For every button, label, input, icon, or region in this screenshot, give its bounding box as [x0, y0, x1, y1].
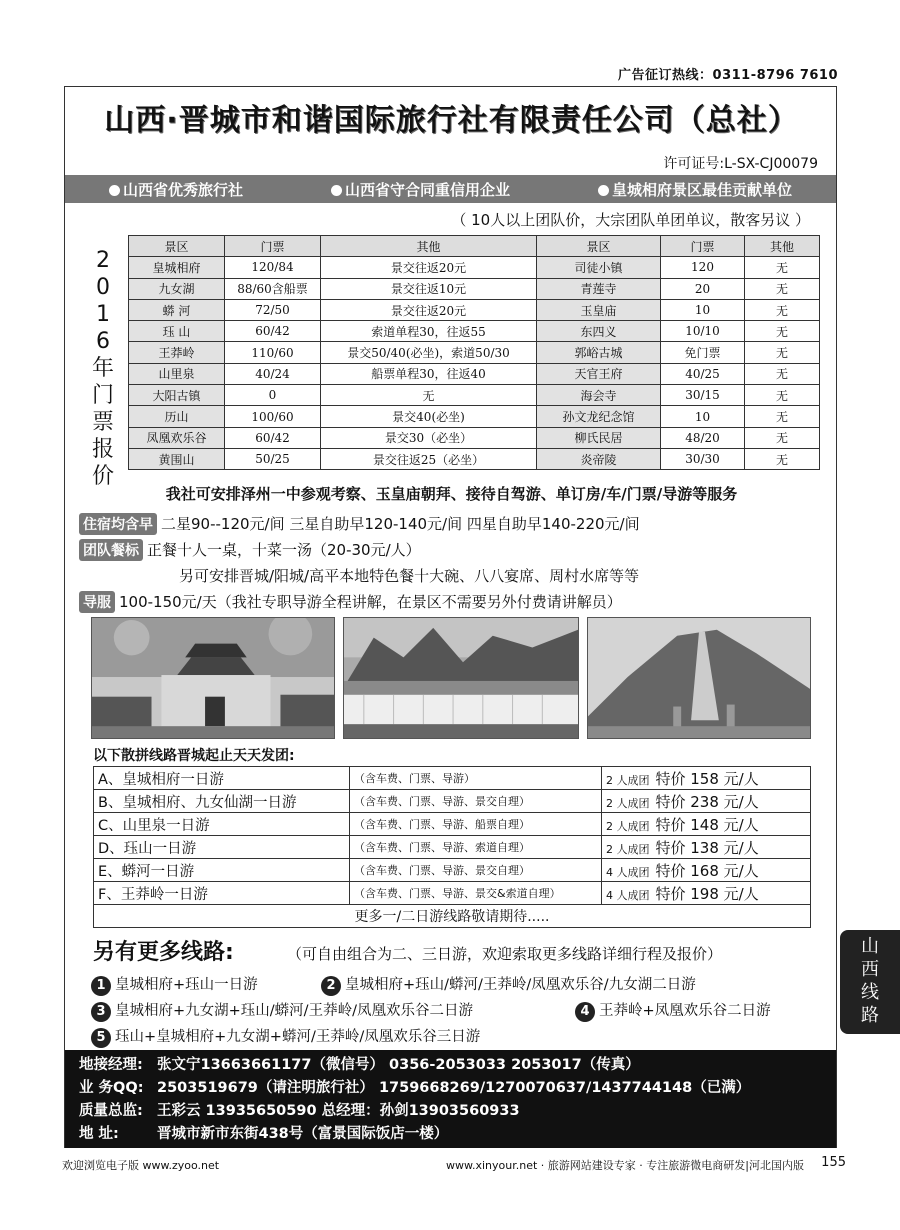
table-row — [129, 321, 820, 342]
tour-includes: （含车费、门票、导游） — [350, 767, 602, 790]
col-header: 景区 — [537, 236, 661, 257]
number-badge: 2 — [321, 976, 341, 996]
lodging-tag: 住宿均含早 — [79, 513, 157, 535]
tour-includes: （含车费、门票、导游、景交自理） — [350, 790, 602, 813]
tour-price-cell — [602, 790, 811, 813]
table-cell: 无 — [745, 342, 820, 363]
table-cell: 海会寺 — [537, 385, 661, 406]
table-cell: 100/60 — [225, 406, 321, 427]
table-cell: 30/30 — [661, 448, 745, 469]
bullet-icon — [598, 185, 609, 196]
honor-item: 山西省守合同重信用企业 — [331, 179, 510, 200]
table-cell: 120 — [661, 257, 745, 278]
route-item: 2 皇城相府+珏山/蟒河/王莽岭/凤凰欢乐谷/九女湖二日游 — [321, 973, 696, 996]
meals-tag: 团队餐标 — [79, 539, 143, 561]
table-cell: 48/20 — [661, 427, 745, 448]
table-row — [129, 257, 820, 278]
tour-group-size: 2 人成团 — [606, 773, 650, 787]
table-cell: 免门票 — [661, 342, 745, 363]
table-cell: 30/15 — [661, 385, 745, 406]
table-row — [129, 363, 820, 384]
col-header: 门票 — [661, 236, 745, 257]
tours-table — [93, 766, 811, 928]
table-cell: 天官王府 — [537, 363, 661, 384]
table-cell: 珏 山 — [129, 321, 225, 342]
table-cell: 72/50 — [225, 299, 321, 320]
contact-row — [79, 1123, 822, 1146]
guide-line: 导服 100-150元/天（我社专职导游全程讲解，在景区不需要另外付费请讲解员） — [79, 591, 622, 613]
tour-price-cell — [602, 859, 811, 882]
table-row — [129, 342, 820, 363]
table-cell: 无 — [745, 321, 820, 342]
table-cell: 40/24 — [225, 363, 321, 384]
tour-price-cell — [602, 882, 811, 905]
contact-value: 2503519679（请注明旅行社） 1759668269/1270070637/1437744148（已满） — [157, 1080, 751, 1096]
meals-extra: 另可安排晋城/阳城/高平本地特色餐十大碗、八八宴席、周村水席等等 — [179, 567, 640, 585]
vertical-title: 2 0 1 6 年 门 票 报 价 — [91, 248, 114, 489]
tour-name: A、皇城相府一日游 — [94, 767, 350, 790]
tours-more-row — [94, 905, 811, 928]
table-cell: 景交往返10元 — [321, 278, 537, 299]
table-cell: 无 — [745, 406, 820, 427]
table-cell: 王莽岭 — [129, 342, 225, 363]
tour-price: 特价 238 元/人 — [655, 792, 759, 811]
tour-includes: （含车费、门票、导游、景交&索道自理） — [350, 882, 602, 905]
route-item: 5 珏山+皇城相府+九女湖+蟒河/王莽岭/凤凰欢乐谷三日游 — [91, 1025, 480, 1048]
table-cell: 玉皇庙 — [537, 299, 661, 320]
tour-name: C、山里泉一日游 — [94, 813, 350, 836]
lodging-line: 住宿均含早 二星90--120元/间 三星自助早120-140元/间 四星自助早140-220元/间 — [79, 513, 640, 535]
col-header: 其他 — [321, 236, 537, 257]
table-cell: 景交往返20元 — [321, 257, 537, 278]
table-cell: 柳氏民居 — [537, 427, 661, 448]
tour-group-size: 4 人成团 — [606, 888, 650, 902]
contact-value: 王彩云 13935650590 总经理：孙剑13903560933 — [157, 1103, 520, 1119]
ad-frame — [64, 86, 837, 1148]
table-row — [129, 299, 820, 320]
col-header: 景区 — [129, 236, 225, 257]
table-cell: 大阳古镇 — [129, 385, 225, 406]
table-cell: 船票单程30，往返40 — [321, 363, 537, 384]
table-cell: 无 — [745, 385, 820, 406]
tour-includes: （含车费、门票、导游、船票自理） — [350, 813, 602, 836]
table-cell: 无 — [745, 363, 820, 384]
tour-row — [94, 836, 811, 859]
table-cell: 40/25 — [661, 363, 745, 384]
table-cell: 景交30（必坐） — [321, 427, 537, 448]
table-cell: 景交40(必坐) — [321, 406, 537, 427]
tours-heading: 以下散拼线路晋城起止天天发团: — [93, 748, 295, 764]
table-cell: 无 — [745, 257, 820, 278]
contact-row — [79, 1100, 822, 1123]
tour-group-size: 2 人成团 — [606, 819, 650, 833]
contact-row — [79, 1054, 822, 1077]
tour-price-cell — [602, 836, 811, 859]
table-cell: 孙文龙纪念馆 — [537, 406, 661, 427]
table-cell: 20 — [661, 278, 745, 299]
table-row — [129, 448, 820, 469]
number-badge: 1 — [91, 976, 111, 996]
table-row — [129, 278, 820, 299]
tour-price-cell — [602, 813, 811, 836]
footer-right: www.xinyour.net · 旅游网站建设专家 · 专注旅游微电商研发|河北国内版 — [446, 1159, 804, 1172]
table-cell: 无 — [745, 299, 820, 320]
ticket-price-table — [128, 235, 820, 470]
table-cell: 蟒 河 — [129, 299, 225, 320]
more-routes-subtitle: （可自由组合为二、三日游，欢迎索取更多线路详细行程及报价） — [287, 945, 723, 963]
tour-includes: （含车费、门票、导游、索道自理） — [350, 836, 602, 859]
table-cell: 青莲寺 — [537, 278, 661, 299]
more-routes-title: 另有更多线路: — [93, 940, 234, 965]
table-cell: 景交50/40(必坐)，索道50/30 — [321, 342, 537, 363]
honors-bar — [65, 175, 836, 203]
tour-price: 特价 158 元/人 — [655, 769, 759, 788]
table-cell: 凤凰欢乐谷 — [129, 427, 225, 448]
tour-row — [94, 882, 811, 905]
table-cell: 炎帝陵 — [537, 448, 661, 469]
tour-name: F、王莽岭一日游 — [94, 882, 350, 905]
col-header: 其他 — [745, 236, 820, 257]
number-badge: 3 — [91, 1002, 111, 1022]
contact-label: 地接经理: — [79, 1057, 143, 1073]
table-cell: 10 — [661, 299, 745, 320]
table-cell: 黄围山 — [129, 448, 225, 469]
guide-tag: 导服 — [79, 591, 115, 613]
route-item: 3 皇城相府+九女湖+珏山/蟒河/王莽岭/凤凰欢乐谷二日游 — [91, 999, 473, 1022]
ad-hotline: 广告征订热线：0311-8796 7610 — [618, 68, 838, 83]
table-cell: 120/84 — [225, 257, 321, 278]
table-cell: 10/10 — [661, 321, 745, 342]
table-cell: 山里泉 — [129, 363, 225, 384]
tour-row — [94, 813, 811, 836]
table-cell: 皇城相府 — [129, 257, 225, 278]
table-cell: 无 — [745, 448, 820, 469]
table-row — [129, 385, 820, 406]
tour-row — [94, 859, 811, 882]
tour-price: 特价 148 元/人 — [655, 815, 759, 834]
tour-row — [94, 790, 811, 813]
table-cell: 索道单程30，往返55 — [321, 321, 537, 342]
waterfall-photo — [343, 617, 579, 739]
contact-row — [79, 1077, 822, 1100]
table-header-row — [129, 236, 820, 257]
col-header: 门票 — [225, 236, 321, 257]
bullet-icon — [109, 185, 120, 196]
contact-label: 地 址: — [79, 1126, 119, 1142]
company-title: 山西·晋城市和谐国际旅行社有限责任公司（总社） — [104, 103, 799, 138]
table-cell: 0 — [225, 385, 321, 406]
temple-photo — [91, 617, 335, 739]
table-cell: 60/42 — [225, 427, 321, 448]
tour-name: D、珏山一日游 — [94, 836, 350, 859]
number-badge: 4 — [575, 1002, 595, 1022]
table-cell: 无 — [321, 385, 537, 406]
tour-group-size: 4 人成团 — [606, 865, 650, 879]
table-cell: 历山 — [129, 406, 225, 427]
service-headline: 我社可安排泽州一中参观考察、玉皇庙朝拜、接待自驾游、单订房/车/门票/导游等服务 — [165, 485, 738, 503]
table-row — [129, 406, 820, 427]
table-cell: 无 — [745, 278, 820, 299]
page-number: 155 — [821, 1155, 846, 1170]
number-badge: 5 — [91, 1028, 111, 1048]
section-tab: 山 西 线 路 — [840, 930, 900, 1034]
tours-more-text: 更多一/二日游线路敬请期待..... — [94, 905, 811, 928]
route-item: 1 皇城相府+珏山一日游 — [91, 973, 258, 996]
table-cell: 88/60含船票 — [225, 278, 321, 299]
table-cell: 110/60 — [225, 342, 321, 363]
tour-price: 特价 168 元/人 — [655, 861, 759, 880]
table-cell: 东四义 — [537, 321, 661, 342]
tour-group-size: 2 人成团 — [606, 796, 650, 810]
contact-value: 张文宁13663661177（微信号） 0356-2053033 2053017（传真） — [157, 1057, 640, 1073]
license-number: 许可证号:L-SX-CJ00079 — [663, 156, 818, 172]
meals-line: 团队餐标 正餐十人一桌，十菜一汤（20-30元/人） — [79, 539, 421, 561]
table-cell: 景交往返25（必坐） — [321, 448, 537, 469]
tour-price: 特价 138 元/人 — [655, 838, 759, 857]
route-item: 4 王莽岭+凤凰欢乐谷二日游 — [575, 999, 771, 1022]
tour-price: 特价 198 元/人 — [655, 884, 759, 903]
table-cell: 10 — [661, 406, 745, 427]
footer-left: 欢迎浏览电子版 www.zyoo.net — [62, 1159, 220, 1172]
mountain-photo — [587, 617, 811, 739]
table-cell: 九女湖 — [129, 278, 225, 299]
table-cell: 景交往返20元 — [321, 299, 537, 320]
table-cell: 司徒小镇 — [537, 257, 661, 278]
contact-label: 业 务QQ: — [79, 1080, 144, 1096]
table-cell: 60/42 — [225, 321, 321, 342]
table-row — [129, 427, 820, 448]
contact-block — [65, 1050, 836, 1148]
tour-group-size: 2 人成团 — [606, 842, 650, 856]
tour-price-cell — [602, 767, 811, 790]
contact-label: 质量总监: — [79, 1103, 143, 1119]
tour-name: E、蟒河一日游 — [94, 859, 350, 882]
honor-item: 山西省优秀旅行社 — [109, 179, 243, 200]
tour-row — [94, 767, 811, 790]
table-cell: 郭峪古城 — [537, 342, 661, 363]
tour-includes: （含车费、门票、导游、景交自理） — [350, 859, 602, 882]
table-cell: 无 — [745, 427, 820, 448]
price-note: （ 10人以上团队价，大宗团队单团单议，散客另议 ） — [451, 211, 810, 229]
contact-value: 晋城市新市东街438号（富景国际饭店一楼） — [157, 1126, 449, 1142]
honor-item: 皇城相府景区最佳贡献单位 — [598, 179, 792, 200]
bullet-icon — [331, 185, 342, 196]
tour-name: B、皇城相府、九女仙湖一日游 — [94, 790, 350, 813]
table-cell: 50/25 — [225, 448, 321, 469]
